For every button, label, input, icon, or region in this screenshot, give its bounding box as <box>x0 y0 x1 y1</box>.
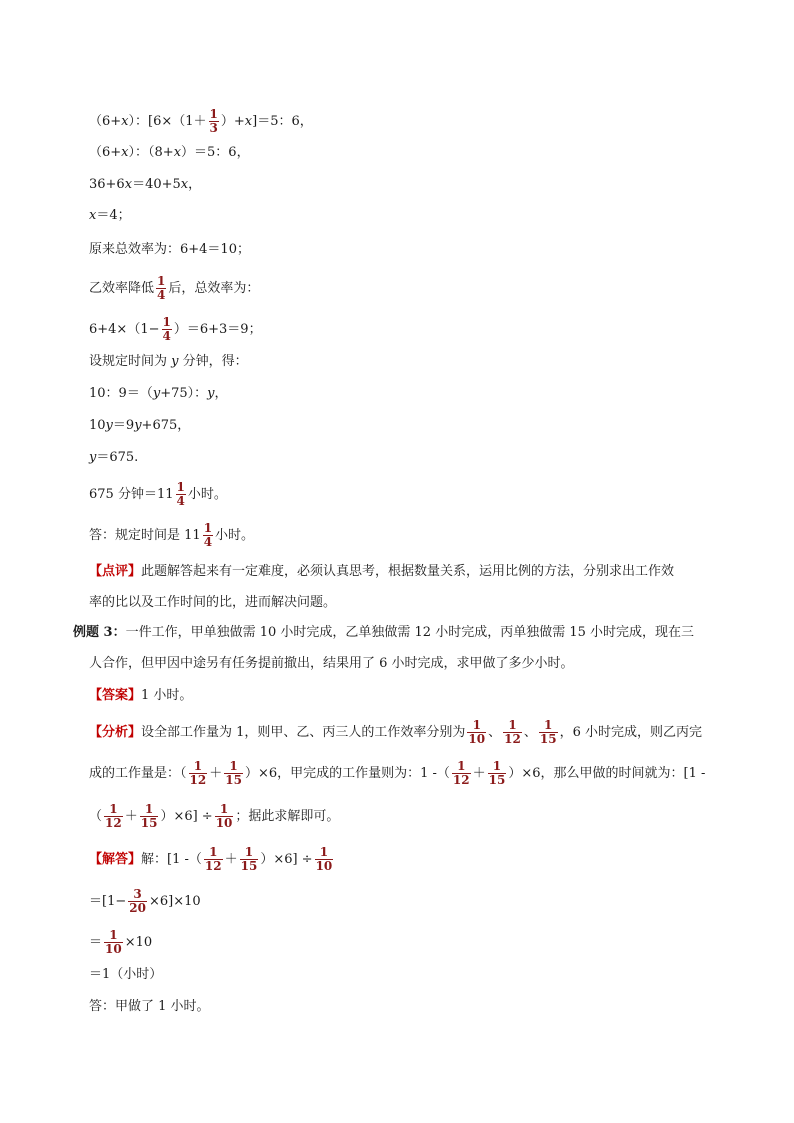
answer-line-example2 <box>89 522 254 549</box>
text: ）+ <box>220 114 245 129</box>
text: ，6 小时完成，则乙丙完 <box>559 725 702 740</box>
text: （6+ <box>89 114 122 129</box>
text: ）＝5：6， <box>181 145 250 160</box>
equation-line-7 <box>89 316 262 343</box>
fraction: $\frac{1}{12}$ <box>452 759 470 787</box>
answer-text: 1 小时。 <box>141 688 193 703</box>
equation-line-12 <box>89 481 227 508</box>
fraction: $\frac{1}{10}$ <box>468 718 486 746</box>
text: ＝675. <box>96 450 139 465</box>
text: ＝9 <box>112 418 135 433</box>
text: ）×6] ÷ <box>260 852 313 867</box>
text: 答：甲做了 1 小时。 <box>89 999 210 1014</box>
text: ）×6] ÷ <box>160 809 213 824</box>
example-text: 人合作，但甲因中途另有任务提前撤出，结果用了 6 小时完成，求甲做了多少小时。 <box>89 656 574 671</box>
final-answer-line <box>89 997 210 1017</box>
fraction: $\frac{1}{15}$ <box>140 802 158 830</box>
fraction: $\frac{1}{15}$ <box>539 718 557 746</box>
text: 分钟，得： <box>178 354 248 369</box>
text: ， <box>188 177 202 192</box>
text: ＝40+5 <box>132 177 181 192</box>
text: ；据此求解即可。 <box>235 809 340 824</box>
text: 36+6 <box>89 177 125 192</box>
analysis-tag: 【分析】 <box>89 725 142 740</box>
text: ＋ <box>224 852 238 867</box>
variable-x: x <box>121 114 129 129</box>
text: 解：[1 -（ <box>141 852 202 867</box>
comment-text: 此题解答起来有一定难度，必须认真思考，根据数量关系，运用比例的方法，分别求出工作效 <box>141 564 675 579</box>
solution-line-1 <box>89 846 335 873</box>
fraction: $\frac{3}{20}$ <box>129 887 146 915</box>
text: ＝ <box>89 935 103 950</box>
text: ）：（8+ <box>128 145 174 160</box>
text: 、 <box>523 725 537 740</box>
variable-x: x <box>121 145 129 160</box>
answer-tag: 【答案】 <box>89 688 142 703</box>
equation-line-2 <box>89 143 250 163</box>
text: +675， <box>141 418 191 433</box>
fraction: $\frac{1}{12}$ <box>204 845 222 873</box>
text: ， <box>214 386 228 401</box>
fraction-one-third: $\frac{1}{3}$ <box>209 107 218 135</box>
text: ）＝6+3＝9； <box>173 322 262 337</box>
solution-line-3 <box>89 929 152 956</box>
solution-tag: 【解答】 <box>89 852 142 867</box>
fraction-one-quarter: $\frac{1}{4}$ <box>162 315 171 343</box>
variable-x: x <box>124 177 133 192</box>
equation-line-4 <box>89 206 131 226</box>
text: 、 <box>488 725 502 740</box>
text: 乙效率降低 <box>89 281 155 296</box>
text: ×10 <box>124 935 153 950</box>
text: 成的工作量是：（ <box>89 766 187 781</box>
variable-x: x <box>89 208 97 223</box>
fraction: $\frac{1}{12}$ <box>105 802 122 830</box>
text: ]＝5：6， <box>252 114 313 129</box>
text: ）×6，甲完成的工作量则为：1 -（ <box>244 766 450 781</box>
text: 6+4×（1− <box>89 322 160 337</box>
text: ）：[6×（1＋ <box>128 114 207 129</box>
text: +75）： <box>160 386 208 401</box>
analysis-line-3 <box>89 803 339 830</box>
text: （6+ <box>89 145 122 160</box>
equation-line-6 <box>89 275 259 302</box>
fraction: $\frac{1}{15}$ <box>488 759 506 787</box>
text: 小时。 <box>187 487 227 502</box>
equation-line-3 <box>89 175 201 195</box>
fraction: $\frac{1}{10}$ <box>315 845 333 873</box>
variable-y: y <box>171 354 179 369</box>
example3-line-2 <box>89 654 574 674</box>
variable-y: y <box>89 450 97 465</box>
text: 设规定时间为 <box>89 354 172 369</box>
text: 后，总效率为： <box>168 281 260 296</box>
equation-line-11 <box>89 448 138 468</box>
variable-y: y <box>207 386 215 401</box>
analysis-line-1 <box>89 719 702 746</box>
text: ＋ <box>472 766 486 781</box>
variable-y: y <box>152 386 161 401</box>
text: ）×6，那么甲做的时间就为：[1 - <box>508 766 706 781</box>
text: 10 <box>89 418 106 433</box>
variable-x: x <box>180 177 189 192</box>
text: ＝[1− <box>89 894 127 909</box>
text: 设全部工作量为 1，则甲、乙、丙三人的工作效率分别为 <box>141 725 466 740</box>
variable-y: y <box>105 418 113 433</box>
text: ＝1（小时） <box>89 967 163 982</box>
fraction: $\frac{1}{12}$ <box>504 718 521 746</box>
text: 原来总效率为：6+4＝10； <box>89 242 250 257</box>
equation-line-8 <box>89 352 248 372</box>
comment-line-1 <box>89 562 674 582</box>
answer-line <box>89 686 192 706</box>
text: ＋ <box>124 809 138 824</box>
variable-y: y <box>134 418 142 433</box>
fraction: $\frac{1}{15}$ <box>240 845 258 873</box>
text: 小时。 <box>215 528 255 543</box>
fraction: $\frac{1}{10}$ <box>215 802 233 830</box>
comment-line-2 <box>89 593 336 613</box>
fraction-one-quarter: $\frac{1}{4}$ <box>203 521 213 549</box>
variable-x: x <box>173 145 182 160</box>
fraction-one-quarter: $\frac{1}{4}$ <box>176 480 185 508</box>
text: 答：规定时间是 11 <box>89 528 201 543</box>
fraction: $\frac{1}{12}$ <box>189 759 207 787</box>
text: 10：9＝（ <box>89 386 153 401</box>
solution-line-4 <box>89 965 162 985</box>
variable-x: x <box>244 114 253 129</box>
equation-line-5 <box>89 240 250 260</box>
example-text: 一件工作，甲单独做需 10 小时完成，乙单独做需 12 小时完成，丙单独做需 15 小时完成，现在三 <box>125 625 694 640</box>
fraction: $\frac{1}{10}$ <box>105 928 122 956</box>
text: ×6]×10 <box>148 894 201 909</box>
text: ＋ <box>209 766 223 781</box>
text: 675 分钟＝11 <box>89 487 174 502</box>
comment-tag: 【点评】 <box>89 564 142 579</box>
text: （ <box>89 809 103 824</box>
analysis-line-2 <box>89 760 705 787</box>
text: ＝4； <box>96 208 131 223</box>
example3-line-1 <box>73 623 694 643</box>
fraction-one-quarter: $\frac{1}{4}$ <box>157 274 166 302</box>
equation-line-1 <box>89 108 313 135</box>
fraction: $\frac{1}{15}$ <box>225 759 242 787</box>
comment-text: 率的比以及工作时间的比，进而解决问题。 <box>89 595 337 610</box>
solution-line-2 <box>89 888 201 915</box>
equation-line-9 <box>89 384 228 404</box>
example-label: 例题 3： <box>73 625 126 640</box>
equation-line-10 <box>89 416 190 436</box>
